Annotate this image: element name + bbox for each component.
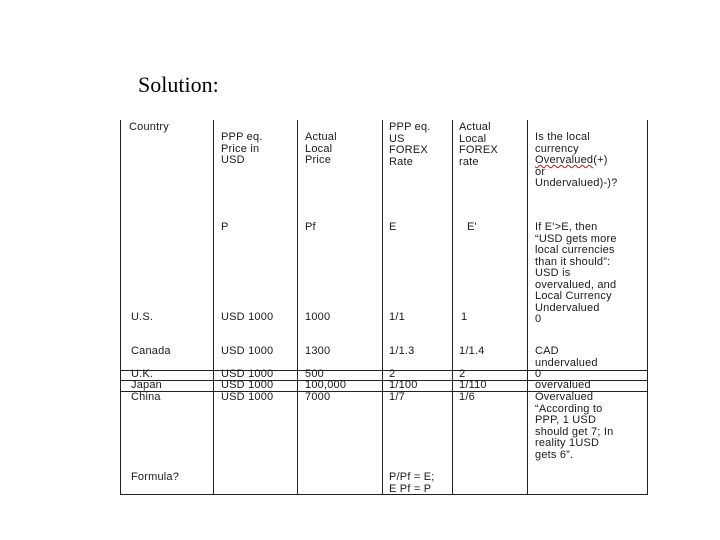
col-divider-4 xyxy=(452,120,453,494)
symbol-pf: Pf xyxy=(305,221,316,233)
canada-ppp-rate: 1/1.3 xyxy=(389,345,415,357)
symbol-ef: E' xyxy=(467,221,477,233)
japan-ppp-rate: 1/100 xyxy=(389,379,418,391)
uk-actual-price: 500 xyxy=(305,368,324,380)
china-actual-rate: 1/6 xyxy=(459,391,475,403)
question-plus: (+) xyxy=(593,154,608,166)
us-actual-price: 1000 xyxy=(305,311,331,323)
us-actual-rate: 1 xyxy=(461,311,468,323)
header-country: Country xyxy=(129,121,169,133)
col-divider-2 xyxy=(297,120,298,494)
japan-country: Japan xyxy=(131,379,162,391)
col-divider-5 xyxy=(527,120,528,494)
uk-actual-rate: 2 xyxy=(459,368,466,380)
header-ppp-rate: PPP eq. US FOREX Rate xyxy=(389,121,431,168)
china-result: Overvalued “According to PPP, 1 USD should get 7; In reality 1USD gets 6”. xyxy=(535,391,614,461)
symbol-p: P xyxy=(221,221,229,233)
us-country: U.S. xyxy=(131,311,154,323)
header-actual-rate: Actual Local FOREX rate xyxy=(459,121,498,168)
china-actual-price: 7000 xyxy=(305,391,331,403)
canada-ppp-price: USD 1000 xyxy=(221,345,274,357)
symbol-rule: If E'>E, then “USD gets more local currencies than it should”: USD is overvalued, and Local Currency Undervalued 0 xyxy=(535,221,617,325)
header-question xyxy=(535,132,617,190)
uk-country: U.K. xyxy=(131,368,154,380)
formula-text: P/Pf = E; E Pf = P xyxy=(389,471,435,495)
us-ppp-rate: 1/1 xyxy=(389,311,405,323)
question-line1: Is the local currency xyxy=(535,131,590,155)
canada-result: CAD undervalued 0 xyxy=(535,345,598,380)
canada-actual-price: 1300 xyxy=(305,345,331,357)
col-divider-3 xyxy=(382,120,383,494)
header-ppp-price: PPP eq. Price in USD xyxy=(221,131,263,166)
japan-result: overvalued xyxy=(535,379,591,391)
us-ppp-price: USD 1000 xyxy=(221,311,274,323)
question-line2: or Undervalued)-)? xyxy=(535,165,618,189)
canada-country: Canada xyxy=(131,345,171,357)
china-ppp-rate: 1/7 xyxy=(389,391,405,403)
col-divider-1 xyxy=(213,120,214,494)
header-actual-price: Actual Local Price xyxy=(305,131,337,166)
formula-label: Formula? xyxy=(131,471,180,483)
canada-actual-rate: 1/1.4 xyxy=(459,345,485,357)
solution-heading: Solution: xyxy=(138,72,219,97)
question-overvalued-word: Overvalued xyxy=(535,154,594,166)
uk-ppp-rate: 2 xyxy=(389,368,396,380)
japan-actual-price: 100,000 xyxy=(305,379,347,391)
japan-actual-rate: 1/110 xyxy=(459,379,487,391)
ppp-table xyxy=(120,120,648,495)
china-country: China xyxy=(131,391,161,403)
japan-ppp-price: USD 1000 xyxy=(221,379,274,391)
symbol-e: E xyxy=(389,221,397,233)
uk-ppp-price: USD 1000 xyxy=(221,368,274,380)
china-ppp-price: USD 1000 xyxy=(221,391,274,403)
